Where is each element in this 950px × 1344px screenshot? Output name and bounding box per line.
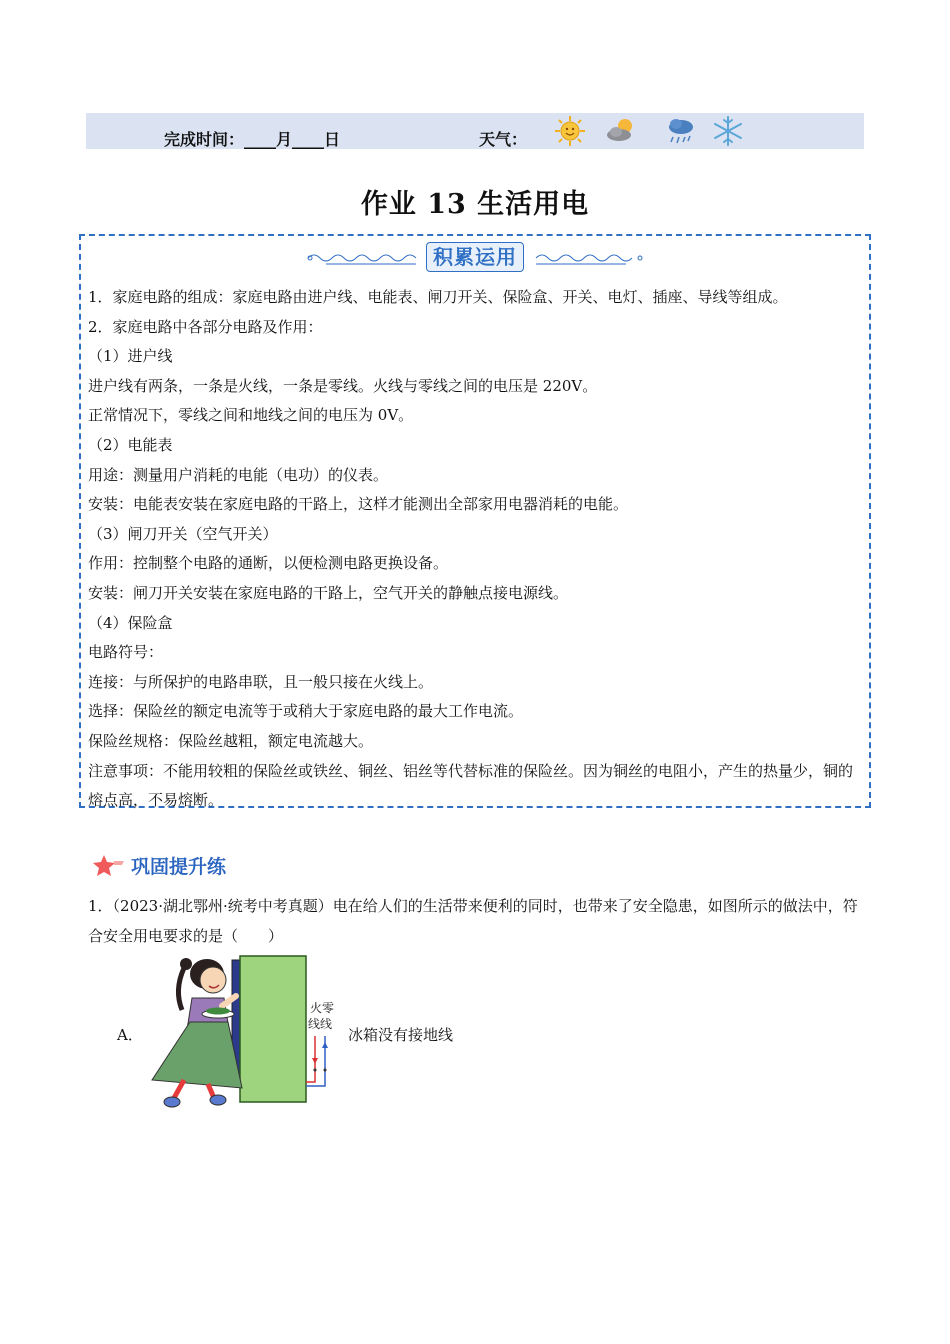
page-title: 作业 13 生活用电 — [360, 189, 590, 220]
option-a-text: 冰箱没有接地线 — [348, 1026, 454, 1044]
knowledge-line: 注意事项：不能用较粗的保险丝或铁丝、铜丝、铝丝等代替标准的保险丝。因为铜丝的电阻小，产生的热量少，铜的熔点高，不易熔断。 — [88, 761, 854, 810]
knowledge-line: 进户线有两条，一条是火线，一条是零线。火线与零线之间的电压是 220V。 — [88, 376, 598, 395]
knowledge-line: 2．家庭电路中各部分电路及作用： — [88, 317, 323, 336]
cloudy-sun-icon — [604, 114, 638, 148]
fridge-wire-label-top: 火零 — [310, 1001, 335, 1015]
knowledge-line: （3）闸刀开关（空气开关） — [88, 524, 278, 543]
knowledge-line: 作用：控制整个电路的通断，以便检测电路更换设备。 — [88, 554, 449, 573]
knowledge-line: 用途：测量用户消耗的电能（电功）的仪表。 — [88, 465, 389, 484]
knowledge-line: （2）电能表 — [88, 435, 173, 454]
knowledge-line: 安装：电能表安装在家庭电路的干路上，这样才能测出全部家用电器消耗的电能。 — [88, 495, 629, 514]
knowledge-line: 保险丝规格：保险丝越粗，额定电流越大。 — [88, 731, 374, 750]
knowledge-line: 选择：保险丝的额定电流等于或稍大于家庭电路的最大工作电流。 — [88, 702, 524, 721]
knowledge-line: 正常情况下，零线之间和地线之间的电压为 0V。 — [88, 406, 414, 425]
weather-label: 天气： — [479, 130, 528, 149]
knowledge-line: 电路符号： — [88, 643, 164, 662]
question-1-text: 1．（2023·湖北鄂州·统考中考真题）电在给人们的生活带来便利的同时，也带来了安全隐患，如图所示的做法中，符合安全用电要求的是（ ） — [88, 897, 858, 945]
option-a-letter: A． — [117, 1026, 143, 1044]
rain-cloud-icon — [664, 114, 698, 148]
knowledge-line: 连接：与所保护的电路串联，且一般只接在火线上。 — [88, 672, 434, 691]
star-icon — [92, 853, 126, 879]
sun-icon — [553, 114, 587, 148]
knowledge-line: （4）保险盒 — [88, 613, 173, 632]
fridge-illustration — [144, 950, 344, 1112]
knowledge-line: （1）进户线 — [88, 347, 173, 366]
completion-time-label: 完成时间：____月____日 — [164, 130, 341, 149]
knowledge-line: 安装：闸刀开关安装在家庭电路的干路上，空气开关的静触点接电源线。 — [88, 583, 569, 602]
fridge-wire-label-bottom: 线线 — [308, 1017, 333, 1031]
snowflake-icon — [711, 114, 745, 148]
knowledge-content — [88, 283, 866, 816]
practice-section-label: 巩固提升练 — [131, 856, 227, 878]
section-banner-label: 积累运用 — [426, 242, 524, 272]
knowledge-line: 1．家庭电路的组成：家庭电路由进户线、电能表、闸刀开关、保险盒、开关、电灯、插座、导线等组成。 — [88, 288, 788, 306]
